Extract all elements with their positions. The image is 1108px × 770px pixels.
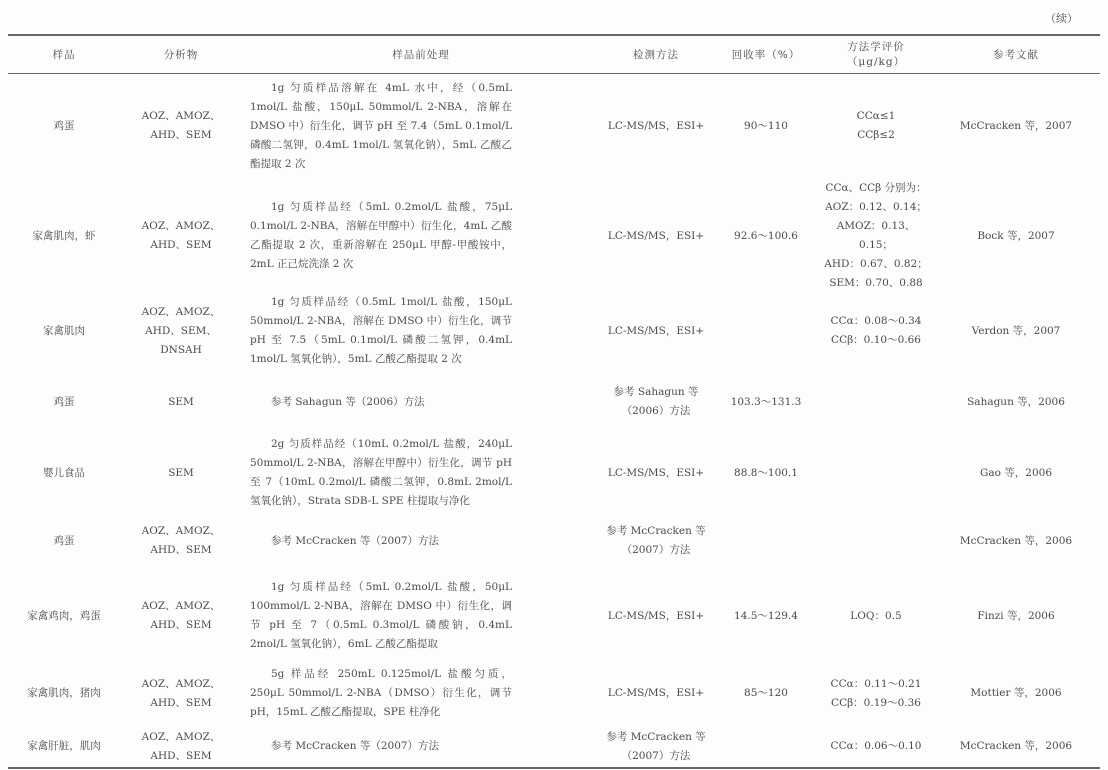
table-row bbox=[8, 661, 1100, 726]
evaluation-line: CCα：0.06～0.10 bbox=[830, 740, 922, 752]
evaluation-cell bbox=[820, 369, 932, 435]
pretreatment-cell: 参考 McCracken 等（2007）方法 bbox=[271, 740, 440, 752]
evaluation-cell bbox=[820, 179, 932, 293]
table-row bbox=[8, 293, 1100, 369]
reference-cell: Sahagun 等，2006 bbox=[967, 395, 1065, 408]
pretreatment-cell: 1g 匀质样品经（0.5mL 1mol/L 盐酸，150μL 50mmol/L 2-NBA，溶解在 DMSO 中）衍生化，调节 pH 至 7.5（5mL 0.1mol/L 磷酸二氢钾，0.4mL 1mol/L 氢氧化钠），5mL 乙酸乙酯提取 2 次 bbox=[250, 296, 512, 365]
recovery-cell bbox=[712, 726, 820, 768]
method-cell: LC-MS/MS，ESI+ bbox=[607, 324, 705, 337]
sample-cell: 家禽肌肉，虾 bbox=[32, 229, 96, 242]
pretreatment-cell: 1g 匀质样品经（5mL 0.2mol/L 盐酸，75μL 0.1mol/L 2-NBA，溶解在甲醇中）衍生化，4mL 乙酸乙酯提取 2 次，重新溶解在 250μL 甲醇-甲酸铵中，2mL 正己烷洗涤 2 次 bbox=[250, 201, 512, 270]
pretreatment-cell: 2g 匀质样品经（10mL 0.2mol/L 盐酸，240μL 50mmol/L 2-NBA，溶解在甲醇中）衍生化，调节 pH 至 7（10mL 0.2mol/L 磷酸二氢钾，0.8mL 2mol/L 氢氧化钠），Strata SDB-L SPE 柱提取与净化 bbox=[250, 438, 512, 507]
evaluation-line: SEM：0.70、0.88 bbox=[829, 277, 923, 289]
reference-cell: Finzi 等，2006 bbox=[977, 609, 1055, 622]
evaluation-cell bbox=[820, 293, 932, 369]
method-cell: 参考 McCracken 等（2007）方法 bbox=[606, 525, 706, 556]
reference-cell: Mottier 等，2006 bbox=[970, 687, 1062, 699]
analytes-cell: AOZ、AMOZ、AHD、SEM bbox=[141, 220, 221, 251]
sample-cell: 家禽肌肉 bbox=[43, 324, 85, 337]
pretreatment-cell: 5g 样品经 250mL 0.125mol/L 盐酸匀质，250μL 50mmol/L 2-NBA（DMSO）衍生化，调节 pH，15mL 乙酸乙酯提取，SPE 柱净化 bbox=[250, 668, 512, 718]
header-row bbox=[8, 35, 1100, 73]
sample-cell: 鸡蛋 bbox=[53, 534, 75, 547]
table-row bbox=[8, 571, 1100, 661]
header-reference: 参考文献 bbox=[993, 48, 1039, 61]
sample-cell: 鸡蛋 bbox=[53, 395, 75, 408]
evaluation-line: CCβ：0.19～0.36 bbox=[831, 696, 921, 709]
evaluation-line: CCα：0.08～0.34 bbox=[830, 315, 922, 327]
evaluation-cell bbox=[820, 726, 932, 768]
data-table bbox=[8, 34, 1100, 769]
analytes-cell: SEM bbox=[168, 395, 194, 408]
evaluation-line: AMOZ：0.13、0.15； bbox=[836, 220, 916, 251]
header-sample: 样品 bbox=[52, 48, 76, 61]
header-method: 检测方法 bbox=[633, 48, 679, 61]
method-cell: 参考 McCracken 等（2007）方法 bbox=[606, 730, 706, 762]
recovery-cell: 90～110 bbox=[744, 119, 788, 132]
table-row bbox=[8, 179, 1100, 293]
evaluation-line: CCβ≤2 bbox=[857, 129, 895, 142]
analytes-cell: AOZ、AMOZ、AHD、SEM bbox=[141, 600, 221, 631]
analytes-cell: AOZ、AMOZ、AHD、SEM bbox=[141, 525, 221, 556]
evaluation-cell bbox=[820, 73, 932, 179]
table-row bbox=[8, 369, 1100, 435]
reference-cell: Verdon 等，2007 bbox=[971, 324, 1061, 337]
table-body bbox=[8, 73, 1100, 768]
sample-cell: 婴儿食品 bbox=[43, 466, 85, 479]
pretreatment-cell: 参考 McCracken 等（2007）方法 bbox=[271, 534, 440, 547]
header-pretreatment: 样品前处理 bbox=[392, 48, 450, 61]
table-row bbox=[8, 726, 1100, 768]
pretreatment-cell: 1g 匀质样品溶解在 4mL 水中，经（0.5mL 1mol/L 盐酸，150μL 50mmol/L 2-NBA，溶解在 DMSO 中）衍生化，调节 pH 至 7.4（5mL 0.1mol/L 磷酸二氢钾，0.4mL 1mol/L 氢氧化钠），5mL 乙酸乙酯提取 2 次 bbox=[250, 81, 512, 170]
recovery-cell bbox=[712, 511, 820, 571]
header-evaluation: 方法学评价（μg/kg） bbox=[846, 41, 906, 69]
sample-cell: 家禽肌肉，猪肉 bbox=[27, 687, 101, 699]
sample-cell: 家禽鸡肉，鸡蛋 bbox=[27, 609, 101, 622]
method-cell: LC-MS/MS，ESI+ bbox=[607, 609, 705, 622]
reference-cell: McCracken 等，2007 bbox=[959, 119, 1073, 132]
table-row bbox=[8, 435, 1100, 511]
recovery-cell: 85～120 bbox=[744, 687, 788, 699]
analytes-cell: AOZ、AMOZ、AHD、SEM bbox=[141, 677, 221, 709]
evaluation-line: AOZ：0.12、0.14； bbox=[825, 201, 927, 213]
continued-label: （续） bbox=[1045, 12, 1078, 25]
evaluation-line: AHD：0.67、0.82； bbox=[824, 258, 928, 270]
reference-cell: Gao 等，2006 bbox=[979, 466, 1053, 479]
reference-cell: Bock 等，2007 bbox=[977, 229, 1055, 242]
evaluation-cell bbox=[820, 571, 932, 661]
sample-cell: 鸡蛋 bbox=[53, 119, 75, 132]
method-cell: LC-MS/MS，ESI+ bbox=[607, 687, 705, 699]
recovery-cell bbox=[712, 293, 820, 369]
method-cell: LC-MS/MS，ESI+ bbox=[607, 119, 705, 132]
table-row bbox=[8, 73, 1100, 179]
evaluation-cell bbox=[820, 435, 932, 511]
pretreatment-cell: 1g 匀质样品经（5mL 0.2mol/L 盐酸，50μL 100mmol/L 2-NBA，溶解在 DMSO 中）衍生化，调节 pH 至 7（0.5mL 0.3mol/L 磷酸钠，0.4mL 2mol/L 氢氧化钠），6mL 乙酸乙酯提取 bbox=[250, 581, 512, 650]
method-cell: 参考 Sahagun 等（2006）方法 bbox=[613, 386, 699, 417]
evaluation-line: LOQ：0.5 bbox=[850, 609, 902, 622]
analytes-cell: AOZ、AMOZ、AHD、SEM bbox=[141, 730, 221, 762]
recovery-cell: 103.3～131.3 bbox=[730, 395, 802, 408]
evaluation-line: CCβ：0.10～0.66 bbox=[831, 334, 921, 346]
evaluation-line: CCα、CCβ 分别为： bbox=[825, 182, 927, 194]
recovery-cell: 88.8～100.1 bbox=[734, 466, 798, 479]
evaluation-cell bbox=[820, 511, 932, 571]
reference-cell: McCracken 等，2006 bbox=[959, 740, 1073, 752]
analytes-cell: AOZ、AMOZ、AHD、SEM、DNSAH bbox=[141, 305, 221, 356]
evaluation-line: CCα≤1 bbox=[856, 110, 896, 123]
method-cell: LC-MS/MS，ESI+ bbox=[607, 229, 705, 242]
analytes-cell: SEM bbox=[168, 466, 194, 479]
header-recovery: 回收率（%） bbox=[731, 48, 801, 61]
pretreatment-cell: 参考 Sahagun 等（2006）方法 bbox=[271, 395, 425, 408]
reference-cell: McCracken 等，2006 bbox=[959, 534, 1073, 547]
evaluation-cell bbox=[820, 661, 932, 726]
header-analytes: 分析物 bbox=[163, 48, 199, 61]
recovery-cell: 92.6～100.6 bbox=[734, 229, 798, 242]
recovery-cell: 14.5～129.4 bbox=[734, 609, 798, 622]
sample-cell: 家禽肝脏，肌肉 bbox=[27, 740, 101, 752]
method-cell: LC-MS/MS，ESI+ bbox=[607, 466, 705, 479]
evaluation-line: CCα：0.11～0.21 bbox=[830, 677, 922, 690]
analytes-cell: AOZ、AMOZ、AHD、SEM bbox=[141, 110, 221, 142]
table-row bbox=[8, 511, 1100, 571]
